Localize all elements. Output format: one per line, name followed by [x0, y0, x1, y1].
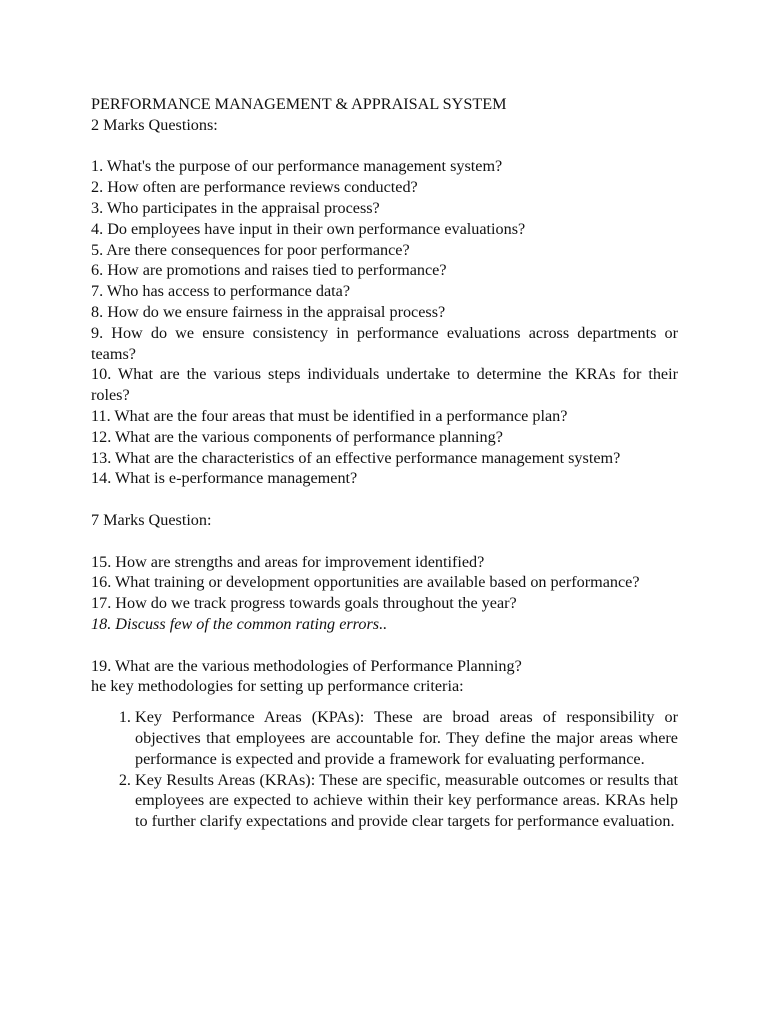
question-19: 19. What are the various methodologies of Performance Planning?: [91, 656, 522, 675]
section-heading-7-marks: 7 Marks Question:: [91, 510, 212, 529]
question-3: 3. Who participates in the appraisal process?: [91, 198, 380, 217]
question-2: 2. How often are performance reviews conducted?: [91, 178, 418, 197]
question-12: 12. What are the various components of performance planning?: [91, 427, 503, 446]
question-4: 4. Do employees have input in their own performance evaluations?: [91, 219, 526, 238]
section-heading-2-marks: 2 Marks Questions:: [91, 115, 218, 134]
blank-line: [91, 136, 678, 157]
question-8: 8. How do we ensure fairness in the appraisal process?: [91, 302, 446, 321]
methodology-kpa: 1. Key Performance Areas (KPAs): These are broad areas of responsibility or objectives that employees are accountable for. They define the major areas where performance is expected and provide a framework for evaluating performance.: [135, 707, 678, 769]
question-1: 1. What's the purpose of our performance management system?: [91, 157, 503, 176]
question-7: 7. Who has access to performance data?: [91, 282, 351, 301]
question-16: 16. What training or development opportunities are available based on performance?: [91, 573, 640, 592]
methodologies-intro: he key methodologies for setting up performance criteria:: [91, 677, 464, 696]
document-body: [91, 94, 678, 832]
question-11: 11. What are the four areas that must be identified in a performance plan?: [91, 406, 568, 425]
question-10: 10. What are the various steps individuals undertake to determine the KRAs for their roles?: [91, 365, 678, 405]
methodologies-list: [91, 707, 678, 832]
methodology-kra: 2. Key Results Areas (KRAs): These are specific, measurable outcomes or results that employees are expected to achieve within their key performance areas. KRAs help to further clarify expectations and provide clear targets for performance evaluation.: [135, 770, 678, 832]
document-title: PERFORMANCE MANAGEMENT & APPRAISAL SYSTEM: [91, 95, 507, 113]
question-9: 9. How do we ensure consistency in performance evaluations across departments or teams?: [91, 323, 678, 363]
question-15: 15. How are strengths and areas for improvement identified?: [91, 552, 485, 571]
blank-line: [91, 489, 678, 510]
question-5: 5. Are there consequences for poor performance?: [91, 240, 410, 259]
question-18: 18. Discuss few of the common rating errors..: [91, 614, 388, 633]
question-14: 14. What is e-performance management?: [91, 469, 358, 488]
question-13: 13. What are the characteristics of an effective performance management system?: [91, 448, 621, 467]
question-17: 17. How do we track progress towards goals throughout the year?: [91, 594, 517, 613]
blank-line: [91, 635, 678, 656]
blank-line: [91, 531, 678, 552]
question-6: 6. How are promotions and raises tied to performance?: [91, 261, 447, 280]
